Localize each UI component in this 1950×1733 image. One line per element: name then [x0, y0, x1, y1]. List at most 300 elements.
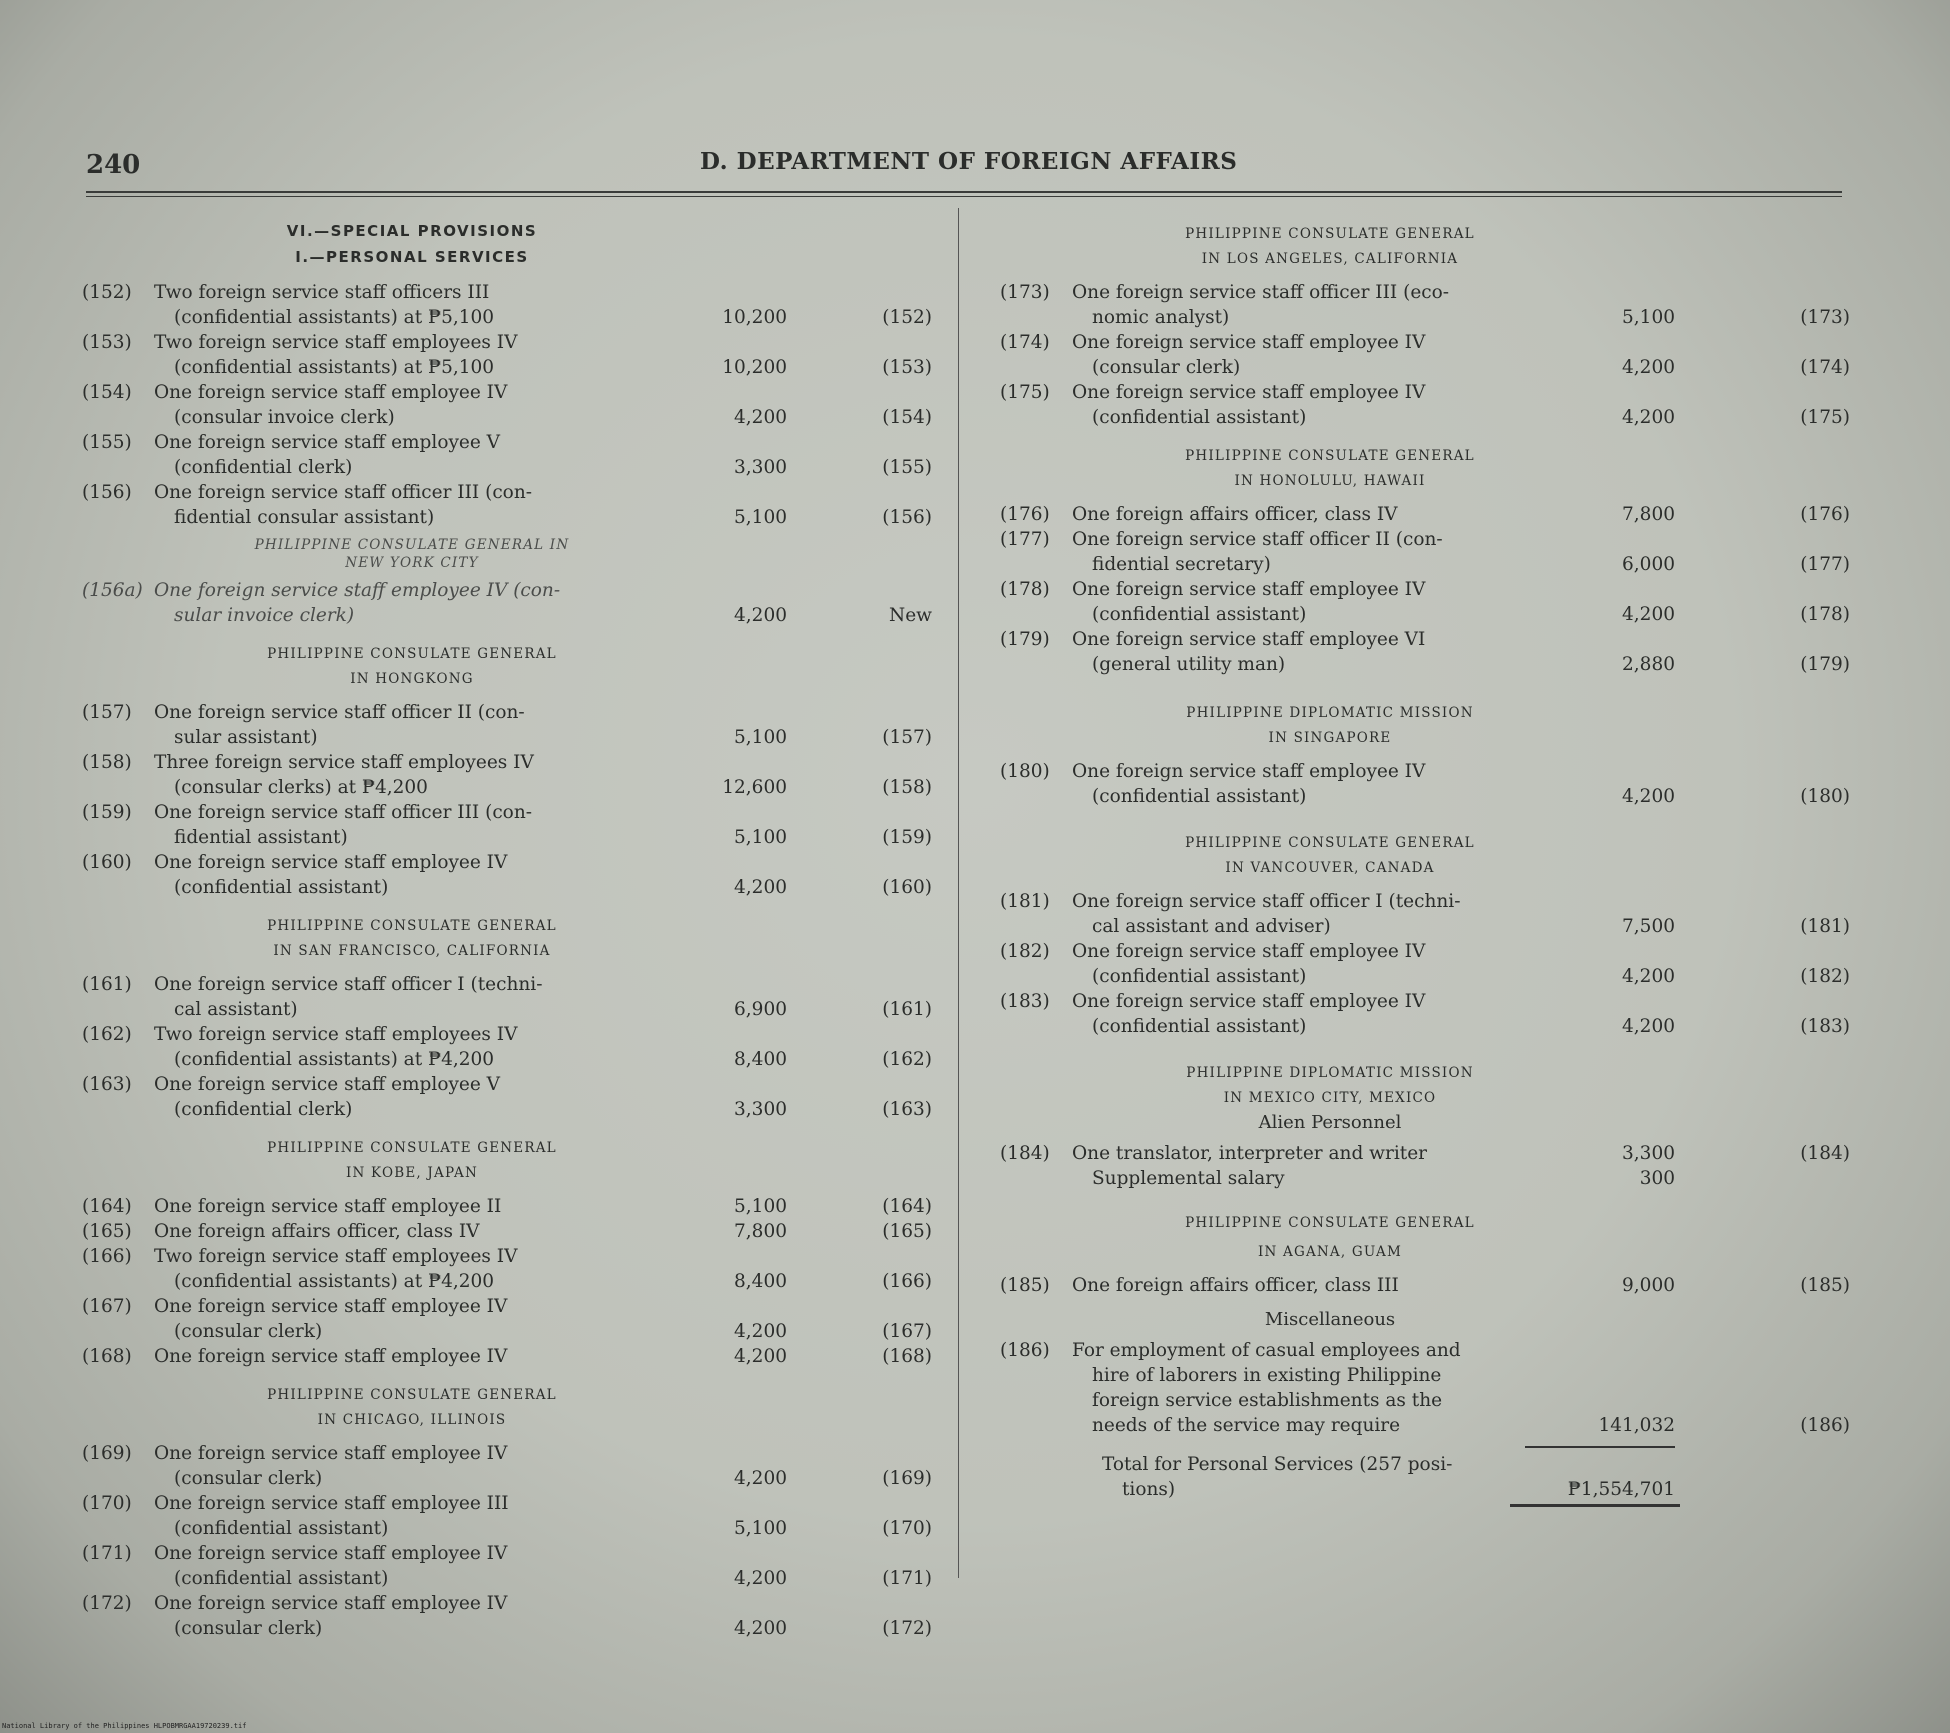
mission-heading-singapore: PHILIPPINE DIPLOMATIC MISSION [1186, 705, 1474, 721]
entry-amount: 3,300 [734, 457, 787, 478]
entry-text-line: Two foreign service staff employees IV [154, 1024, 518, 1045]
entry-text [154, 380, 674, 430]
entry-173 [1000, 280, 1852, 330]
entry-reference: (175) [1800, 407, 1850, 428]
entry-text-line: One foreign service staff employee IV [1072, 579, 1426, 600]
total-label [1072, 1452, 1592, 1502]
entry-159 [82, 800, 934, 850]
entry-number: (175) [1000, 382, 1050, 403]
entry-text: One foreign affairs officer, class III [1072, 1275, 1399, 1296]
entry-reference: (169) [882, 1468, 932, 1489]
entry-number: (154) [82, 382, 132, 403]
entry-amount: 300 [1639, 1168, 1675, 1189]
entry-text-line: One foreign service staff employee IV [1072, 941, 1426, 962]
entry-amount: 8,400 [734, 1271, 787, 1292]
entry-162 [82, 1022, 934, 1072]
entry-amount: 8,400 [734, 1049, 787, 1070]
entry-reference: (158) [882, 777, 932, 798]
consulate-heading-honolulu: PHILIPPINE CONSULATE GENERAL [1185, 448, 1475, 464]
entry-158 [82, 750, 934, 800]
entry-amount: 12,600 [722, 777, 787, 798]
entry-text [154, 1344, 674, 1369]
entry-153 [82, 330, 934, 380]
entry-text [1072, 989, 1592, 1039]
entry-number: (165) [82, 1221, 132, 1242]
header-rule [86, 191, 1842, 193]
entry-text-line: One foreign service staff employee IV [1072, 332, 1426, 353]
entry-text-line: One foreign affairs officer, class IV [154, 1221, 480, 1242]
entry-text-line: (confidential assistant) [1092, 786, 1307, 807]
entry-text-line: needs of the service may require [1092, 1415, 1401, 1436]
entry-text-line: (confidential assistant) [174, 877, 389, 898]
entry-text-line: (confidential assistants) at ₱5,100 [174, 307, 495, 328]
entry-number: (186) [1000, 1340, 1050, 1361]
entry-number: (152) [82, 282, 132, 303]
entry-number: (177) [1000, 529, 1050, 550]
entry-amount: 10,200 [722, 307, 787, 328]
page-number: 240 [86, 150, 141, 180]
entry-amount: 4,200 [1622, 604, 1675, 625]
entry-text-line: One foreign service staff employee IV [154, 852, 508, 873]
entry-text [1072, 502, 1592, 527]
entry-number: (153) [82, 332, 132, 353]
entry-156a [82, 578, 934, 628]
entry-amount: 5,100 [1622, 307, 1675, 328]
entry-168 [82, 1344, 934, 1369]
entry-text-line: One foreign service staff employee II [154, 1196, 502, 1217]
entry-number: (185) [1000, 1275, 1050, 1296]
entry-group [82, 972, 934, 1122]
entry-171 [82, 1541, 934, 1591]
entry-text-line: (confidential assistants) at ₱4,200 [174, 1271, 495, 1292]
entry-178 [1000, 577, 1852, 627]
entry-text-line: One foreign service staff officer I (techni- [1072, 891, 1461, 912]
entry-amount: 4,200 [1622, 1016, 1675, 1037]
entry-text-line: One foreign service staff employee IV [1072, 991, 1426, 1012]
entry-text: Supplemental salary [1092, 1168, 1285, 1189]
entry-text-line: (confidential assistant) [1092, 407, 1307, 428]
entry-text-line: Two foreign service staff employees IV [154, 1246, 518, 1267]
entry-amount: 7,500 [1622, 916, 1675, 937]
entry-text [154, 1441, 674, 1491]
entry-number: (163) [82, 1074, 132, 1095]
entry-number: (158) [82, 752, 132, 773]
entry-text-line: fidential assistant) [174, 827, 348, 848]
entry-amount: 4,200 [734, 605, 787, 626]
entry-text-line: sular assistant) [174, 727, 318, 748]
entry-number: (159) [82, 802, 132, 823]
entry-amount: 2,880 [1622, 654, 1675, 675]
miscellaneous-heading: Miscellaneous [1264, 1309, 1396, 1330]
entry-text-line: One foreign service staff employee VI [1072, 629, 1426, 650]
entry-text-line: cal assistant and adviser) [1092, 916, 1331, 937]
entry-group [1000, 889, 1852, 1039]
entry-amount: 4,200 [1622, 786, 1675, 807]
entry-amount: 10,200 [722, 357, 787, 378]
consulate-heading-kobe: PHILIPPINE CONSULATE GENERAL [267, 1140, 557, 1156]
entry-text [1072, 759, 1592, 809]
entry-text [154, 330, 674, 380]
entry-text [154, 1491, 674, 1541]
entry-reference: (186) [1800, 1415, 1850, 1436]
entry-number: (176) [1000, 504, 1050, 525]
entry-reference: (181) [1800, 916, 1850, 937]
entry-number: (156) [82, 482, 132, 503]
entry-amount: 4,200 [734, 1568, 787, 1589]
entry-160 [82, 850, 934, 900]
entry-text [154, 1219, 674, 1244]
entry-text-line: One foreign service staff employee IV [154, 1543, 508, 1564]
entry-amount: 5,100 [734, 1518, 787, 1539]
entry-157 [82, 700, 934, 750]
entry-number: (182) [1000, 941, 1050, 962]
entry-text-line: cal assistant) [174, 999, 298, 1020]
header-rule-thin [86, 196, 1842, 197]
entry-154 [82, 380, 934, 430]
entry-text-line: (consular clerk) [174, 1321, 323, 1342]
entry-group [82, 578, 934, 628]
consulate-heading-hk: PHILIPPINE CONSULATE GENERAL [267, 646, 557, 662]
entry-amount: 7,800 [734, 1221, 787, 1242]
entry-167 [82, 1294, 934, 1344]
entry-number: (172) [82, 1593, 132, 1614]
mission-heading-mexico: PHILIPPINE DIPLOMATIC MISSION [1186, 1065, 1474, 1081]
consulate-heading-vancouver-city: IN VANCOUVER, CANADA [1225, 860, 1435, 876]
entry-text [154, 480, 674, 530]
entry-text-line: (confidential clerk) [174, 1099, 353, 1120]
entry-156 [82, 480, 934, 530]
consulate-heading-guam: PHILIPPINE CONSULATE GENERAL [1185, 1215, 1475, 1231]
entry-text-line: One foreign service staff officer III (con- [154, 482, 532, 503]
entry-text [154, 750, 674, 800]
entry-number: (155) [82, 432, 132, 453]
entry-164 [82, 1194, 934, 1219]
entry-text-line: nomic analyst) [1092, 307, 1230, 328]
entry-182 [1000, 939, 1852, 989]
entry-text [154, 1194, 674, 1219]
entry-165 [82, 1219, 934, 1244]
entry-reference: (155) [882, 457, 932, 478]
entry-text-line: One foreign service staff employee V [154, 1074, 501, 1095]
total-label-line: Total for Personal Services (257 posi- [1102, 1454, 1453, 1475]
entry-text [154, 1244, 674, 1294]
entry-text [1072, 577, 1592, 627]
entry-reference: (168) [882, 1346, 932, 1367]
entry-text [1072, 527, 1592, 577]
entry-reference: (154) [882, 407, 932, 428]
entry-text-line: (general utility man) [1092, 654, 1286, 675]
entry-reference: (166) [882, 1271, 932, 1292]
entry-text-line: One foreign service staff employee IV [154, 382, 508, 403]
consulate-heading-chicago: PHILIPPINE CONSULATE GENERAL [267, 1387, 557, 1403]
entry-text-line: One foreign service staff officer II (con- [154, 702, 525, 723]
column-divider [958, 208, 959, 1578]
entry-reference: (185) [1800, 1275, 1850, 1296]
entry-amount: 6,900 [734, 999, 787, 1020]
entry-text-line: One foreign service staff employee V [154, 432, 501, 453]
entry-number: (164) [82, 1196, 132, 1217]
total-amount: ₱1,554,701 [1567, 1479, 1675, 1500]
entry-text-line: One foreign service staff employee IV [1072, 382, 1426, 403]
entry-text-line: fidential consular assistant) [174, 507, 435, 528]
entry-text [154, 280, 674, 330]
entry-177 [1000, 527, 1852, 577]
entry-amount: 5,100 [734, 727, 787, 748]
entry-text-line: One foreign service staff employee IV [154, 1593, 508, 1614]
entry-reference: (180) [1800, 786, 1850, 807]
entry-text-line: fidential secretary) [1092, 554, 1271, 575]
entry-186 [1000, 1338, 1852, 1438]
entry-176 [1000, 502, 1852, 527]
entry-text [1072, 1338, 1592, 1438]
entry-text-line: One foreign service staff officer III (eco- [1072, 282, 1450, 303]
total-label-line: tions) [1122, 1479, 1176, 1500]
entry-reference: (160) [882, 877, 932, 898]
entry-text-line: Two foreign service staff employees IV [154, 332, 518, 353]
entry-text [154, 578, 674, 628]
section-heading: VI.—SPECIAL PROVISIONS [286, 222, 538, 240]
entry-amount: 9,000 [1622, 1275, 1675, 1296]
entry-amount: 4,200 [734, 877, 787, 898]
entry-reference: (184) [1800, 1143, 1850, 1164]
page-title: D. DEPARTMENT OF FOREIGN AFFAIRS [700, 148, 1238, 175]
entry-text-line: (consular clerk) [174, 1618, 323, 1639]
entry-text-line: (consular clerks) at ₱4,200 [174, 777, 428, 798]
entry-reference: (170) [882, 1518, 932, 1539]
entry-180 [1000, 759, 1852, 809]
entry-text-line: (confidential assistant) [1092, 966, 1307, 987]
entry-number: (181) [1000, 891, 1050, 912]
entry-155 [82, 430, 934, 480]
entry-number: (171) [82, 1543, 132, 1564]
entry-text [1072, 280, 1592, 330]
entry-reference: (183) [1800, 1016, 1850, 1037]
entry-reference: (153) [882, 357, 932, 378]
consulate-heading-guam-city: IN AGANA, GUAM [1258, 1244, 1402, 1260]
entry-group [82, 1194, 934, 1369]
entry-161 [82, 972, 934, 1022]
entry-reference: New [889, 605, 932, 626]
entry-amount: 3,300 [734, 1099, 787, 1120]
entry-number: (170) [82, 1493, 132, 1514]
total-double-rule [1510, 1504, 1680, 1507]
entry-text-line: One foreign service staff employee IV [154, 1346, 508, 1367]
section-subheading: I.—PERSONAL SERVICES [295, 248, 529, 266]
entry-group [1000, 502, 1852, 677]
entry-text [1072, 939, 1592, 989]
entry-number: (178) [1000, 579, 1050, 600]
entry-text-line: (confidential assistants) at ₱4,200 [174, 1049, 495, 1070]
entry-reference: (152) [882, 307, 932, 328]
entry-number: (156a) [82, 580, 143, 601]
entry-text-line: One foreign service staff employee IV [154, 1443, 508, 1464]
entry-number: (157) [82, 702, 132, 723]
entry-text-line: Three foreign service staff employees IV [154, 752, 534, 773]
entry-text-line: (confidential assistant) [1092, 1016, 1307, 1037]
entry-amount: 4,200 [734, 1321, 787, 1342]
entry-reference: (177) [1800, 554, 1850, 575]
entry-text-line: One foreign service staff officer II (con- [1072, 529, 1443, 550]
entry-text-line: One foreign service staff officer I (techni- [154, 974, 543, 995]
entry-reference: (176) [1800, 504, 1850, 525]
entry-reference: (164) [882, 1196, 932, 1217]
footer-note: National Library of the Philippines HLPOBMRGAA19720239.tif [2, 1722, 247, 1730]
consulate-heading-vancouver: PHILIPPINE CONSULATE GENERAL [1185, 835, 1475, 851]
entry-amount: 5,100 [734, 1196, 787, 1217]
entry-text [154, 700, 674, 750]
entry-number: (166) [82, 1246, 132, 1267]
entry-reference: (165) [882, 1221, 932, 1242]
entry-179 [1000, 627, 1852, 677]
entry-text-line: One foreign service staff officer III (con- [154, 802, 532, 823]
entry-text [154, 1022, 674, 1072]
entry-reference: (178) [1800, 604, 1850, 625]
entry-reference: (159) [882, 827, 932, 848]
entry-text-line: One foreign service staff employee IV [154, 1296, 508, 1317]
entry-reference: (182) [1800, 966, 1850, 987]
consulate-heading-la: PHILIPPINE CONSULATE GENERAL [1185, 226, 1475, 242]
entry-183 [1000, 989, 1852, 1039]
entry-text [154, 430, 674, 480]
consulate-heading-hk-city: IN HONGKONG [350, 671, 474, 687]
entry-group [82, 1441, 934, 1641]
entry-amount: 4,200 [1622, 407, 1675, 428]
entry-reference: (161) [882, 999, 932, 1020]
entry-152 [82, 280, 934, 330]
mission-heading-singapore-city: IN SINGAPORE [1268, 730, 1392, 746]
consulate-heading-ny: PHILIPPINE CONSULATE GENERAL IN [254, 537, 570, 553]
entry-text-line: One foreign service staff employee IV (con- [154, 580, 561, 601]
entry-text-line: (confidential clerk) [174, 457, 353, 478]
entry-170 [82, 1491, 934, 1541]
entry-174 [1000, 330, 1852, 380]
entry-amount: 4,200 [1622, 966, 1675, 987]
entry-text-line: (confidential assistant) [174, 1568, 389, 1589]
consulate-heading-ny-city: NEW YORK CITY [345, 555, 479, 571]
entry-text-line: (confidential assistant) [1092, 604, 1307, 625]
entry-text [154, 1072, 674, 1122]
entry-166 [82, 1244, 934, 1294]
entry-reference: (173) [1800, 307, 1850, 328]
entry-text-line: One foreign service staff employee IV [1072, 761, 1426, 782]
entry-reference: (174) [1800, 357, 1850, 378]
entry-163 [82, 1072, 934, 1122]
entry-group [82, 700, 934, 900]
mission-heading-mexico-city: IN MEXICO CITY, MEXICO [1223, 1090, 1437, 1106]
entry-amount: 5,100 [734, 507, 787, 528]
total-personal-services [1000, 1452, 1852, 1502]
entry-text [1072, 330, 1592, 380]
entry-184-supplemental [1000, 1166, 1852, 1191]
entry-number: (180) [1000, 761, 1050, 782]
entry-text-line: (consular invoice clerk) [174, 407, 395, 428]
entry-amount: 3,300 [1622, 1143, 1675, 1164]
consulate-heading-kobe-city: IN KOBE, JAPAN [346, 1165, 478, 1181]
entry-group [1000, 280, 1852, 430]
entry-text-line: hire of laborers in existing Philippine [1092, 1365, 1442, 1386]
entry-text [1072, 889, 1592, 939]
consulate-heading-la-city: IN LOS ANGELES, CALIFORNIA [1201, 251, 1459, 267]
entry-reference: (163) [882, 1099, 932, 1120]
entry-reference: (179) [1800, 654, 1850, 675]
entry-number: (183) [1000, 991, 1050, 1012]
entry-number: (179) [1000, 629, 1050, 650]
entry-amount: 4,200 [734, 1346, 787, 1367]
entry-text-line: foreign service establishments as the [1092, 1390, 1443, 1411]
entry-text-line: One foreign service staff employee III [154, 1493, 509, 1514]
entry-amount: 6,000 [1622, 554, 1675, 575]
entry-text: One translator, interpreter and writer [1072, 1143, 1428, 1164]
entry-text [154, 972, 674, 1022]
entry-reference: (157) [882, 727, 932, 748]
entry-reference: (171) [882, 1568, 932, 1589]
entry-reference: (162) [882, 1049, 932, 1070]
entry-text-line: Two foreign service staff officers III [154, 282, 490, 303]
entry-number: (161) [82, 974, 132, 995]
entry-reference: (156) [882, 507, 932, 528]
left-column [82, 222, 934, 1641]
entry-text [154, 800, 674, 850]
entry-amount: 5,100 [734, 827, 787, 848]
entry-text-line: (consular clerk) [174, 1468, 323, 1489]
entry-reference: (167) [882, 1321, 932, 1342]
entry-text [1072, 380, 1592, 430]
entry-number: (169) [82, 1443, 132, 1464]
entry-amount: 4,200 [734, 1468, 787, 1489]
entry-172 [82, 1591, 934, 1641]
entry-text-line: One foreign affairs officer, class IV [1072, 504, 1398, 525]
right-column [1000, 222, 1852, 1510]
entry-184 [1000, 1141, 1852, 1166]
entry-text-line: sular invoice clerk) [174, 605, 355, 626]
entry-number: (162) [82, 1024, 132, 1045]
consulate-heading-honolulu-city: IN HONOLULU, HAWAII [1234, 473, 1426, 489]
entry-181 [1000, 889, 1852, 939]
entry-number: (168) [82, 1346, 132, 1367]
entry-text [154, 1591, 674, 1641]
entry-group [1000, 759, 1852, 809]
consulate-heading-sf: PHILIPPINE CONSULATE GENERAL [267, 918, 557, 934]
entry-amount: 4,200 [734, 1618, 787, 1639]
entry-amount: 7,800 [1622, 504, 1675, 525]
entry-amount: 4,200 [734, 407, 787, 428]
entry-text-line: For employment of casual employees and [1072, 1340, 1461, 1361]
entry-text-line: (consular clerk) [1092, 357, 1241, 378]
entry-text-line: (confidential assistants) at ₱5,100 [174, 357, 495, 378]
total-rule [1525, 1446, 1675, 1448]
entry-number: (184) [1000, 1143, 1050, 1164]
entry-group [82, 280, 934, 530]
entry-text [154, 850, 674, 900]
entry-number: (174) [1000, 332, 1050, 353]
entry-175 [1000, 380, 1852, 430]
entry-text [154, 1294, 674, 1344]
entry-185 [1000, 1273, 1852, 1298]
entry-number: (160) [82, 852, 132, 873]
entry-amount: 4,200 [1622, 357, 1675, 378]
entry-number: (167) [82, 1296, 132, 1317]
entry-amount: 141,032 [1598, 1415, 1675, 1436]
alien-personnel-heading: Alien Personnel [1258, 1112, 1402, 1133]
entry-text [154, 1541, 674, 1591]
entry-text [1072, 627, 1592, 677]
entry-reference: (172) [882, 1618, 932, 1639]
consulate-heading-chicago-city: IN CHICAGO, ILLINOIS [317, 1412, 507, 1428]
entry-169 [82, 1441, 934, 1491]
entry-number: (173) [1000, 282, 1050, 303]
consulate-heading-sf-city: IN SAN FRANCISCO, CALIFORNIA [273, 943, 551, 959]
entry-text-line: (confidential assistant) [174, 1518, 389, 1539]
